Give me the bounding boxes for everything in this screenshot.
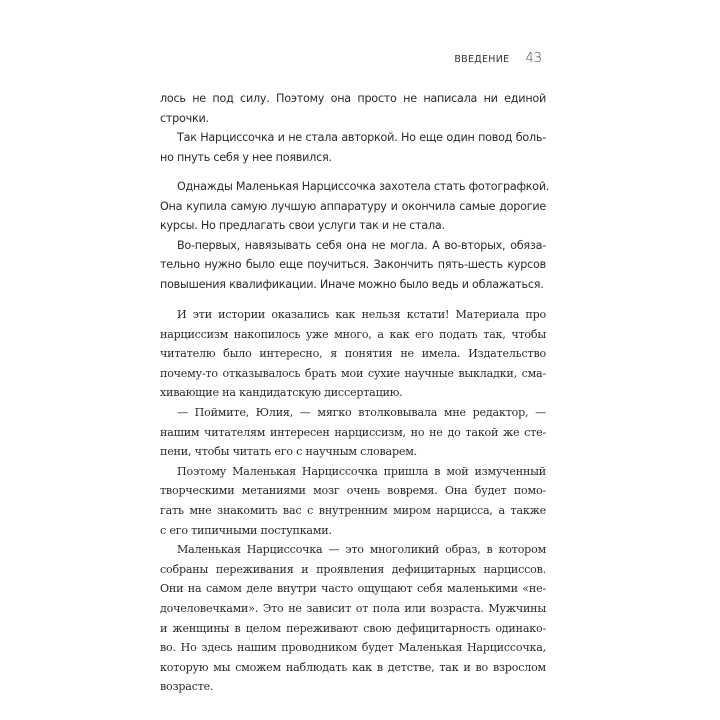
text-line: и женщины в целом переживают свою дефицитарность одинако-: [160, 621, 546, 635]
text-line: пени, чтобы читать его с научным словарем.: [160, 445, 417, 459]
text-line: гать мне знакомить вас с внутренним миром нарцисса, а также: [160, 503, 546, 517]
text-line: Однажды Маленькая Нарциссочка захотела стать фотографкой.: [177, 180, 550, 193]
text-line: нашим читателям интересен нарциссизм, но не до такой же сте-: [160, 425, 546, 439]
text-line: лось не под силу. Поэтому она просто не написала ни единой: [160, 92, 546, 105]
text-line: тельно нужно было еще поучиться. Закончить пять-шесть курсов: [160, 258, 546, 271]
text-line: нарциссизм накопилось уже много, а как его подать так, чтобы: [160, 327, 546, 341]
text-line: строчки.: [160, 111, 209, 125]
page-number: 43: [525, 51, 542, 66]
text-line: Они на самом деле внутри часто ощущают себя маленькими «не-: [160, 582, 546, 596]
text-line: почему-то отказывалось брать мои сухие научные выкладки, сма-: [160, 366, 546, 380]
text-line: которую мы сможем наблюдать как в детстве, так и во взрослом: [160, 660, 546, 674]
story-1-text: [160, 89, 546, 167]
text-line: творческими метаниями мозг очень вовремя. Она будет помо-: [160, 484, 546, 498]
text-line: собраны переживания и проявления дефицитарных нарциссов.: [160, 562, 546, 576]
text-line: — Поймите, Юлия, — мягко втолковывала мне редактор, —: [177, 405, 546, 419]
text-line: с его типичными поступками.: [160, 523, 332, 537]
section-title: ВВЕДЕНИЕ: [454, 54, 510, 65]
text-line: повышения квалификации. Иначе можно было ведь и облажаться.: [160, 277, 544, 291]
story-2-text: [160, 177, 550, 294]
text-line: Так Нарциссочка и не стала авторкой. Но еще один повод боль-: [177, 131, 546, 144]
running-header: [454, 51, 542, 66]
text-line: И эти истории оказались как нельзя кстати! Материала про: [177, 308, 546, 321]
text-line: но пнуть себя у нее появился.: [160, 150, 332, 164]
text-line: Она купила самую лучшую аппаратуру и окончила самые дорогие: [160, 199, 546, 213]
text-line: Поэтому Маленькая Нарциссочка пришла в мой измученный: [177, 464, 546, 478]
text-line: Во-первых, навязывать себя она не могла. А во-вторых, обяза-: [177, 238, 546, 252]
text-line: во. Но здесь нашим проводником будет Маленькая Нарциссочка,: [160, 641, 546, 655]
text-line: Маленькая Нарциссочка — это многоликий образ, в котором: [177, 543, 546, 557]
text-line: хивающие на кандидатскую диссертацию.: [160, 386, 403, 400]
main-text: [160, 305, 546, 697]
text-line: дочеловечками». Это не зависит от пола или возраста. Мужчины: [160, 601, 546, 615]
text-line: курсы. Но предлагать свои услуги так и не стала.: [160, 219, 445, 232]
text-line: возрасте.: [160, 680, 214, 694]
text-line: читателю было интересно, я понятия не имела. Издательство: [160, 347, 546, 361]
